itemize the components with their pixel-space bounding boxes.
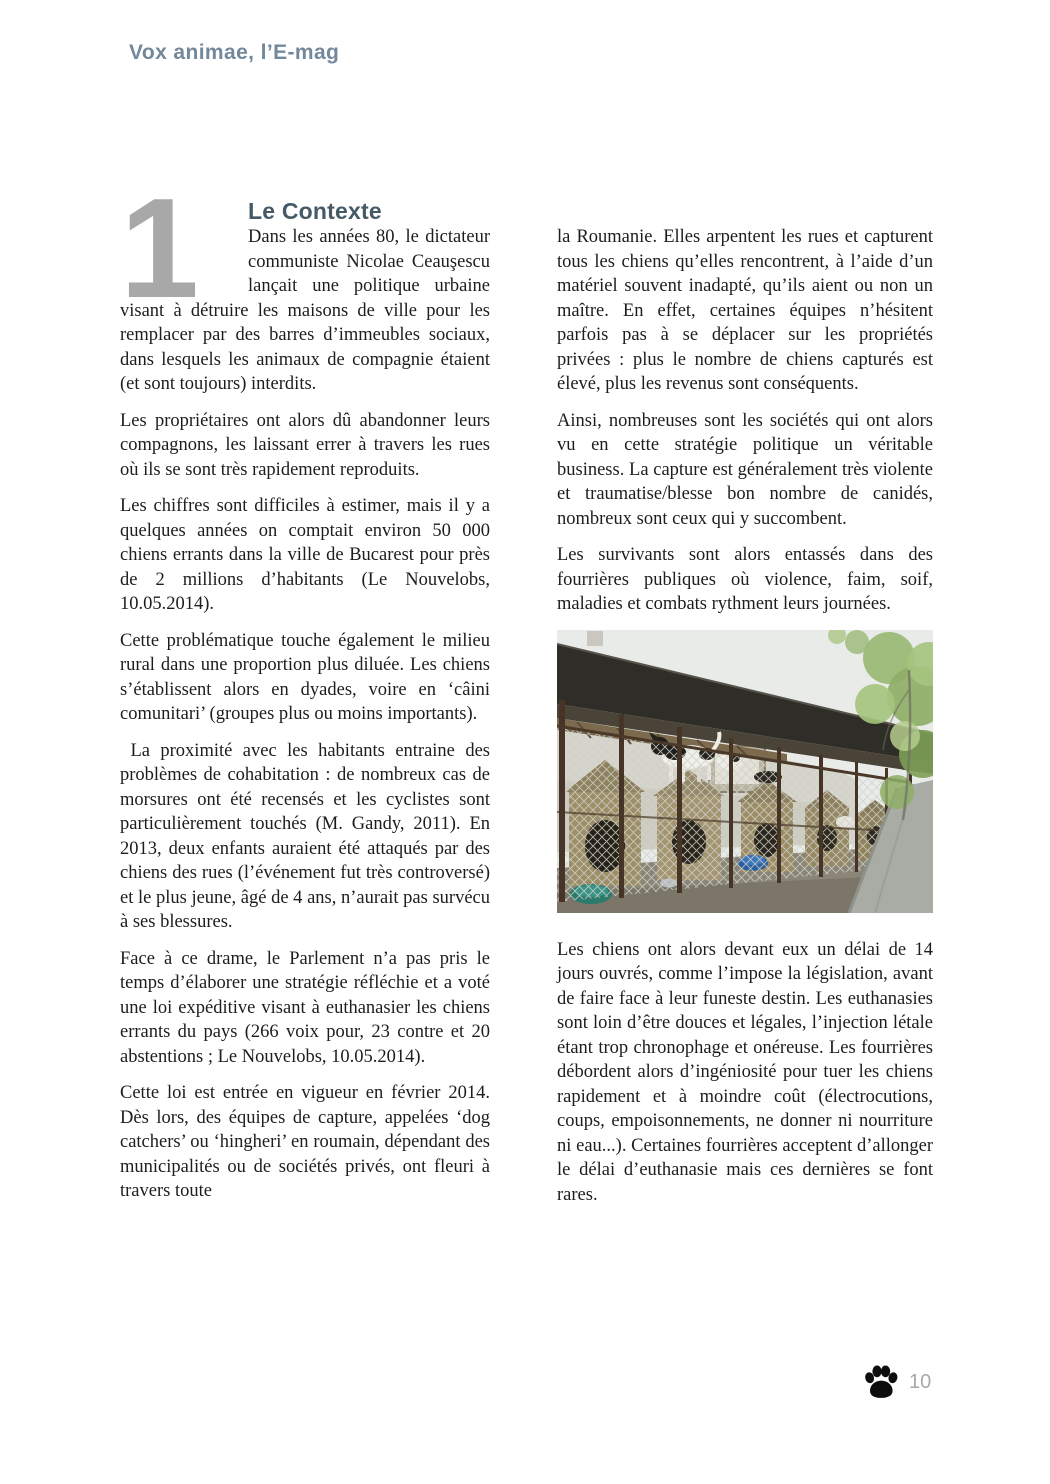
article-title: Le Contexte	[248, 198, 382, 224]
paragraph: Les chiens ont alors devant eux un délai de 14 jours ouvrés, comme l’impose la législation, avant de faire face à leur funeste destin. Les euthanasies sont loin d’être douces et légales, l’injection létale étant trop chronophage et onéreuse. Les fourrières débordent alors d’ingéniosité pour tuer les chiens rapidement et à moindre coût (électrocutions, coups, empoisonnements, ne donner ni nourriture ni eau...). Certaines fourrières acceptent d’allonger le délai d’euthanasie mais ces dernières se font rares.	[557, 939, 933, 1205]
page-number: 10	[909, 1370, 932, 1393]
paragraph: Ainsi, nombreuses sont les sociétés qui ont alors vu en cette stratégie politique un véritable business. La capture est généralement très violente et traumatise/blesse bon nombre de canidés, nombreux sont ceux qui y succombent.	[557, 410, 933, 529]
paragraph: Cette loi est entrée en vigueur en février 2014. Dès lors, des équipes de capture, appelées ‘dog catchers’ ou ‘hingheri’ en roumain, dépendant des municipalités ou de sociétés privés, ont fleuri à travers toute	[120, 1083, 490, 1201]
paragraph: Face à ce drame, le Parlement n’a pas pris le temps d’élaborer une stratégie réfléchie et a voté une loi expéditive visant à euthanasier les chiens errants du pays (266 voix pour, 23 contre et 20 abstentions ; Le Nouvelobs, 10.05.2014).	[120, 948, 490, 1067]
paragraph: Les survivants sont alors entassés dans des fourrières publiques où violence, faim, soif, maladies et combats rythment leurs journées.	[557, 545, 933, 614]
paragraph: Cette problématique touche également le milieu rural dans une proportion plus diluée. Les chiens s’établissent alors en dyades, voire en ‘câini comunitari’ (groupes plus ou moins importants).	[120, 630, 490, 724]
magazine-title: Vox animae, l’E-mag	[129, 41, 340, 64]
left-column	[120, 169, 490, 1216]
paragraph: la Roumanie. Elles arpentent les rues et capturent tous les chiens qu’elles rencontrent, à l’aide d’un matériel souvent inadapté, qu’ils aient ou non un maître. En effet, certaines équipes n’hésitent parfois pas à se déplacer sur les propriétés privées : plus le nombre de chiens capturés est élevé, plus les revenus sont conséquents.	[557, 227, 933, 394]
paragraph: La proximité avec les habitants entraine des problèmes de cohabitation : de nombreux cas de morsures ont été recensés et les cyclistes sont particulièrement touchés (M. Gandy, 2011). En 2013, deux enfants auraient été attaqués par des chiens des rues (l’événement fut très controversé) et le plus jeune, âgé de 4 ans, n’aurait pas survécu à ses blessures.	[120, 740, 490, 932]
dog-pound-kennels-photo	[557, 630, 933, 913]
page-footer	[862, 1364, 931, 1400]
section-number-dropcap: 1	[120, 169, 199, 328]
paragraph: Les chiffres sont difficiles à estimer, mais il y a quelques années on comptait environ 50 000 chiens errants dans la ville de Bucarest pour près de 2 millions d’habitants (Le Nouvelobs, 10.05.2014).	[120, 496, 490, 614]
paw-print-icon	[862, 1364, 900, 1400]
paragraph: Les propriétaires ont alors dû abandonner leurs compagnons, les laissant errer à travers les rues où ils se sont très rapidement reproduits.	[120, 410, 490, 480]
paragraph: Dans les années 80, le dictateur communiste Nicolae Ceauşescu lançait une politique urbaine visant à détruire les maisons de ville pour les remplacer par des barres d’immeubles sociaux, dans lesquels les animaux de compagnie étaient (et sont toujours) interdits.	[120, 227, 490, 394]
right-column	[557, 200, 933, 1219]
